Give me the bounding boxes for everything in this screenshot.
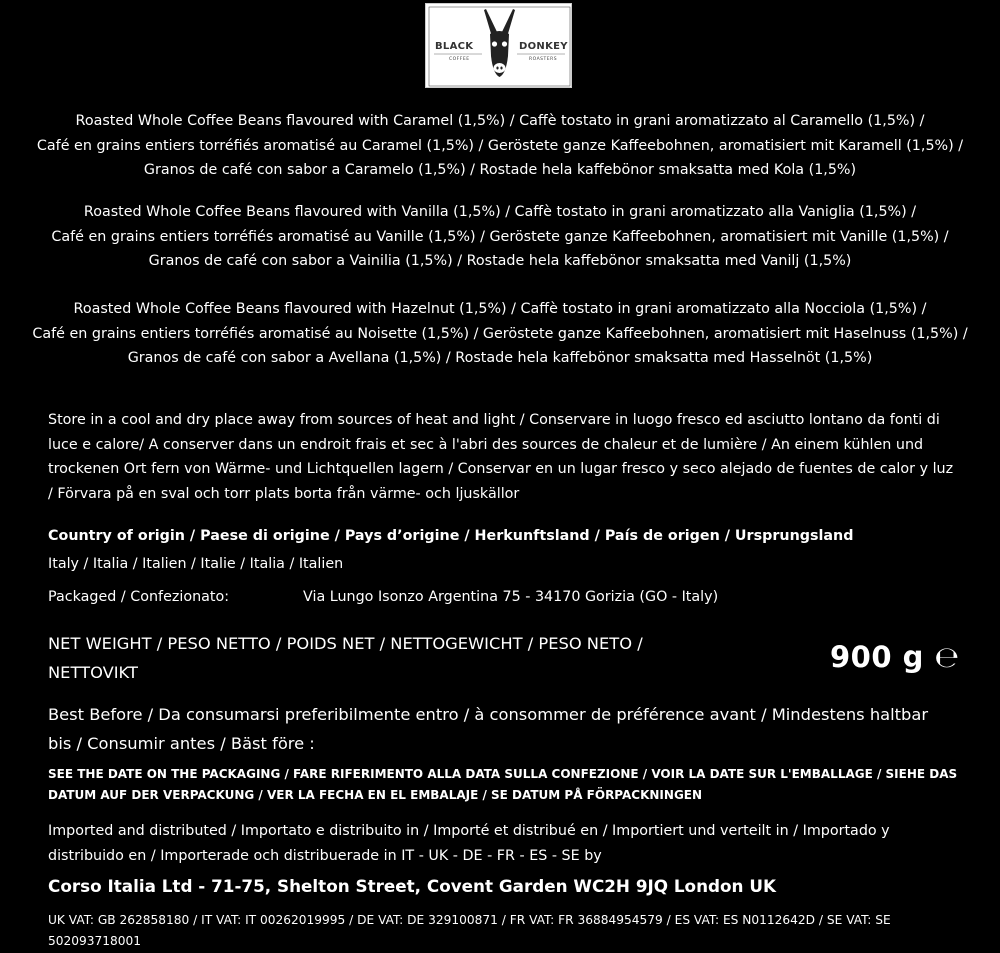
storage-instructions: Store in a cool and dry place away from sources of heat and light / Conservare in luogo fresco ed asciutto lontano da fonti di luce e calore/ A conserver dans un endroit frais et sec à l'abri des sources de chaleur et de lumière / An einem kühlen und trockenen Ort fern von Wärme- und Lichtquellen lagern / Conservar en un lugar fresco y seco alejado de fuentes de calor y luz / Förvara på en sval och torr plats borta från värme- och ljuskällor xyxy=(48,412,954,502)
vat-numbers: UK VAT: GB 262858180 / IT VAT: IT 00262019995 / DE VAT: DE 329100871 / FR VAT: FR 36884954579 / ES VAT: ES N0112642D / SE VAT: SE 502093718001 xyxy=(48,913,891,948)
brand-logo xyxy=(425,3,572,88)
packaged-label: Packaged / Confezionato: xyxy=(48,589,230,605)
flavour-line: Roasted Whole Coffee Beans flavoured with Caramel (1,5%) / Caffè tostato in grani aromatizzato al Caramello (1,5%) / xyxy=(75,113,925,129)
flavour-caramel xyxy=(0,109,1000,183)
importer-company: Corso Italia Ltd - 71-75, Shelton Street, Covent Garden WC2H 9JQ London UK xyxy=(48,876,776,896)
best-before-note: SEE THE DATE ON THE PACKAGING / FARE RIFERIMENTO ALLA DATA SULLA CONFEZIONE / VOIR LA DATE SUR L'EMBALLAGE / SIEHE DAS DATUM AUF DER VERPACKUNG / VER LA FECHA EN EL EMBALAJE / SE DATUM PÅ FÖRPACKNINGEN xyxy=(48,767,958,802)
flavour-line: Roasted Whole Coffee Beans flavoured with Hazelnut (1,5%) / Caffè tostato in grani aromatizzato alla Nocciola (1,5%) / xyxy=(73,301,927,317)
net-weight-value: 900 g ℮ xyxy=(830,640,960,674)
logo-word-left: BLACK xyxy=(435,41,474,52)
origin-label: Country of origin / Paese di origine / Pays d’origine / Herkunftsland / País de origen / Ursprungsland xyxy=(48,528,854,544)
logo-word-right: DONKEY xyxy=(519,41,568,52)
flavour-line: Café en grains entiers torréfiés aromatisé au Vanille (1,5%) / Geröstete ganze Kaffeebohnen, aromatisiert mit Vanille (1,5%) / xyxy=(51,228,949,245)
origin-value: Italy / Italia / Italien / Italie / Italia / Italien xyxy=(48,556,344,572)
flavour-hazelnut xyxy=(0,297,1000,371)
flavour-line: Granos de café con sabor a Caramelo (1,5%) / Rostade hela kaffebönor smaksatta med Kola (1,5%) xyxy=(143,162,857,178)
logo-sub-right: ROASTERS xyxy=(529,57,558,62)
net-weight-label: NET WEIGHT / PESO NETTO / POIDS NET / NETTOGEWICHT / PESO NETO / NETTOVIKT xyxy=(48,634,643,682)
packaged-address: Via Lungo Isonzo Argentina 75 - 34170 Gorizia (GO - Italy) xyxy=(303,589,719,605)
flavour-line: Roasted Whole Coffee Beans flavoured with Vanilla (1,5%) / Caffè tostato in grani aromatizzato alla Vaniglia (1,5%) / xyxy=(83,204,917,220)
flavour-line: Granos de café con sabor a Avellana (1,5%) / Rostade hela kaffebönor smaksatta med Hasselnöt (1,5%) xyxy=(127,350,873,366)
flavour-line: Café en grains entiers torréfiés aromatisé au Caramel (1,5%) / Geröstete ganze Kaffeebohnen, aromatisiert mit Karamell (1,5%) / xyxy=(36,137,964,154)
logo-sub-left: COFFEE xyxy=(449,57,470,62)
importer-label: Imported and distributed / Importato e distribuito in / Importé et distribué en / Importiert und verteilt in / Importado y distribuido en / Importerade och distribuerade in IT - UK - DE - FR - ES - SE by xyxy=(48,823,890,864)
best-before-label: Best Before / Da consumarsi preferibilmente entro / à consommer de préférence avant / Mindestens haltbar bis / Consumir antes / Bäst före : xyxy=(48,705,929,753)
flavour-line: Granos de café con sabor a Vainilia (1,5%) / Rostade hela kaffebönor smaksatta med Vanilj (1,5%) xyxy=(148,253,852,269)
flavour-vanilla xyxy=(0,200,1000,274)
flavour-line: Café en grains entiers torréfiés aromatisé au Noisette (1,5%) / Geröstete ganze Kaffeebohnen, aromatisiert mit Haselnuss (1,5%) / xyxy=(32,325,968,342)
